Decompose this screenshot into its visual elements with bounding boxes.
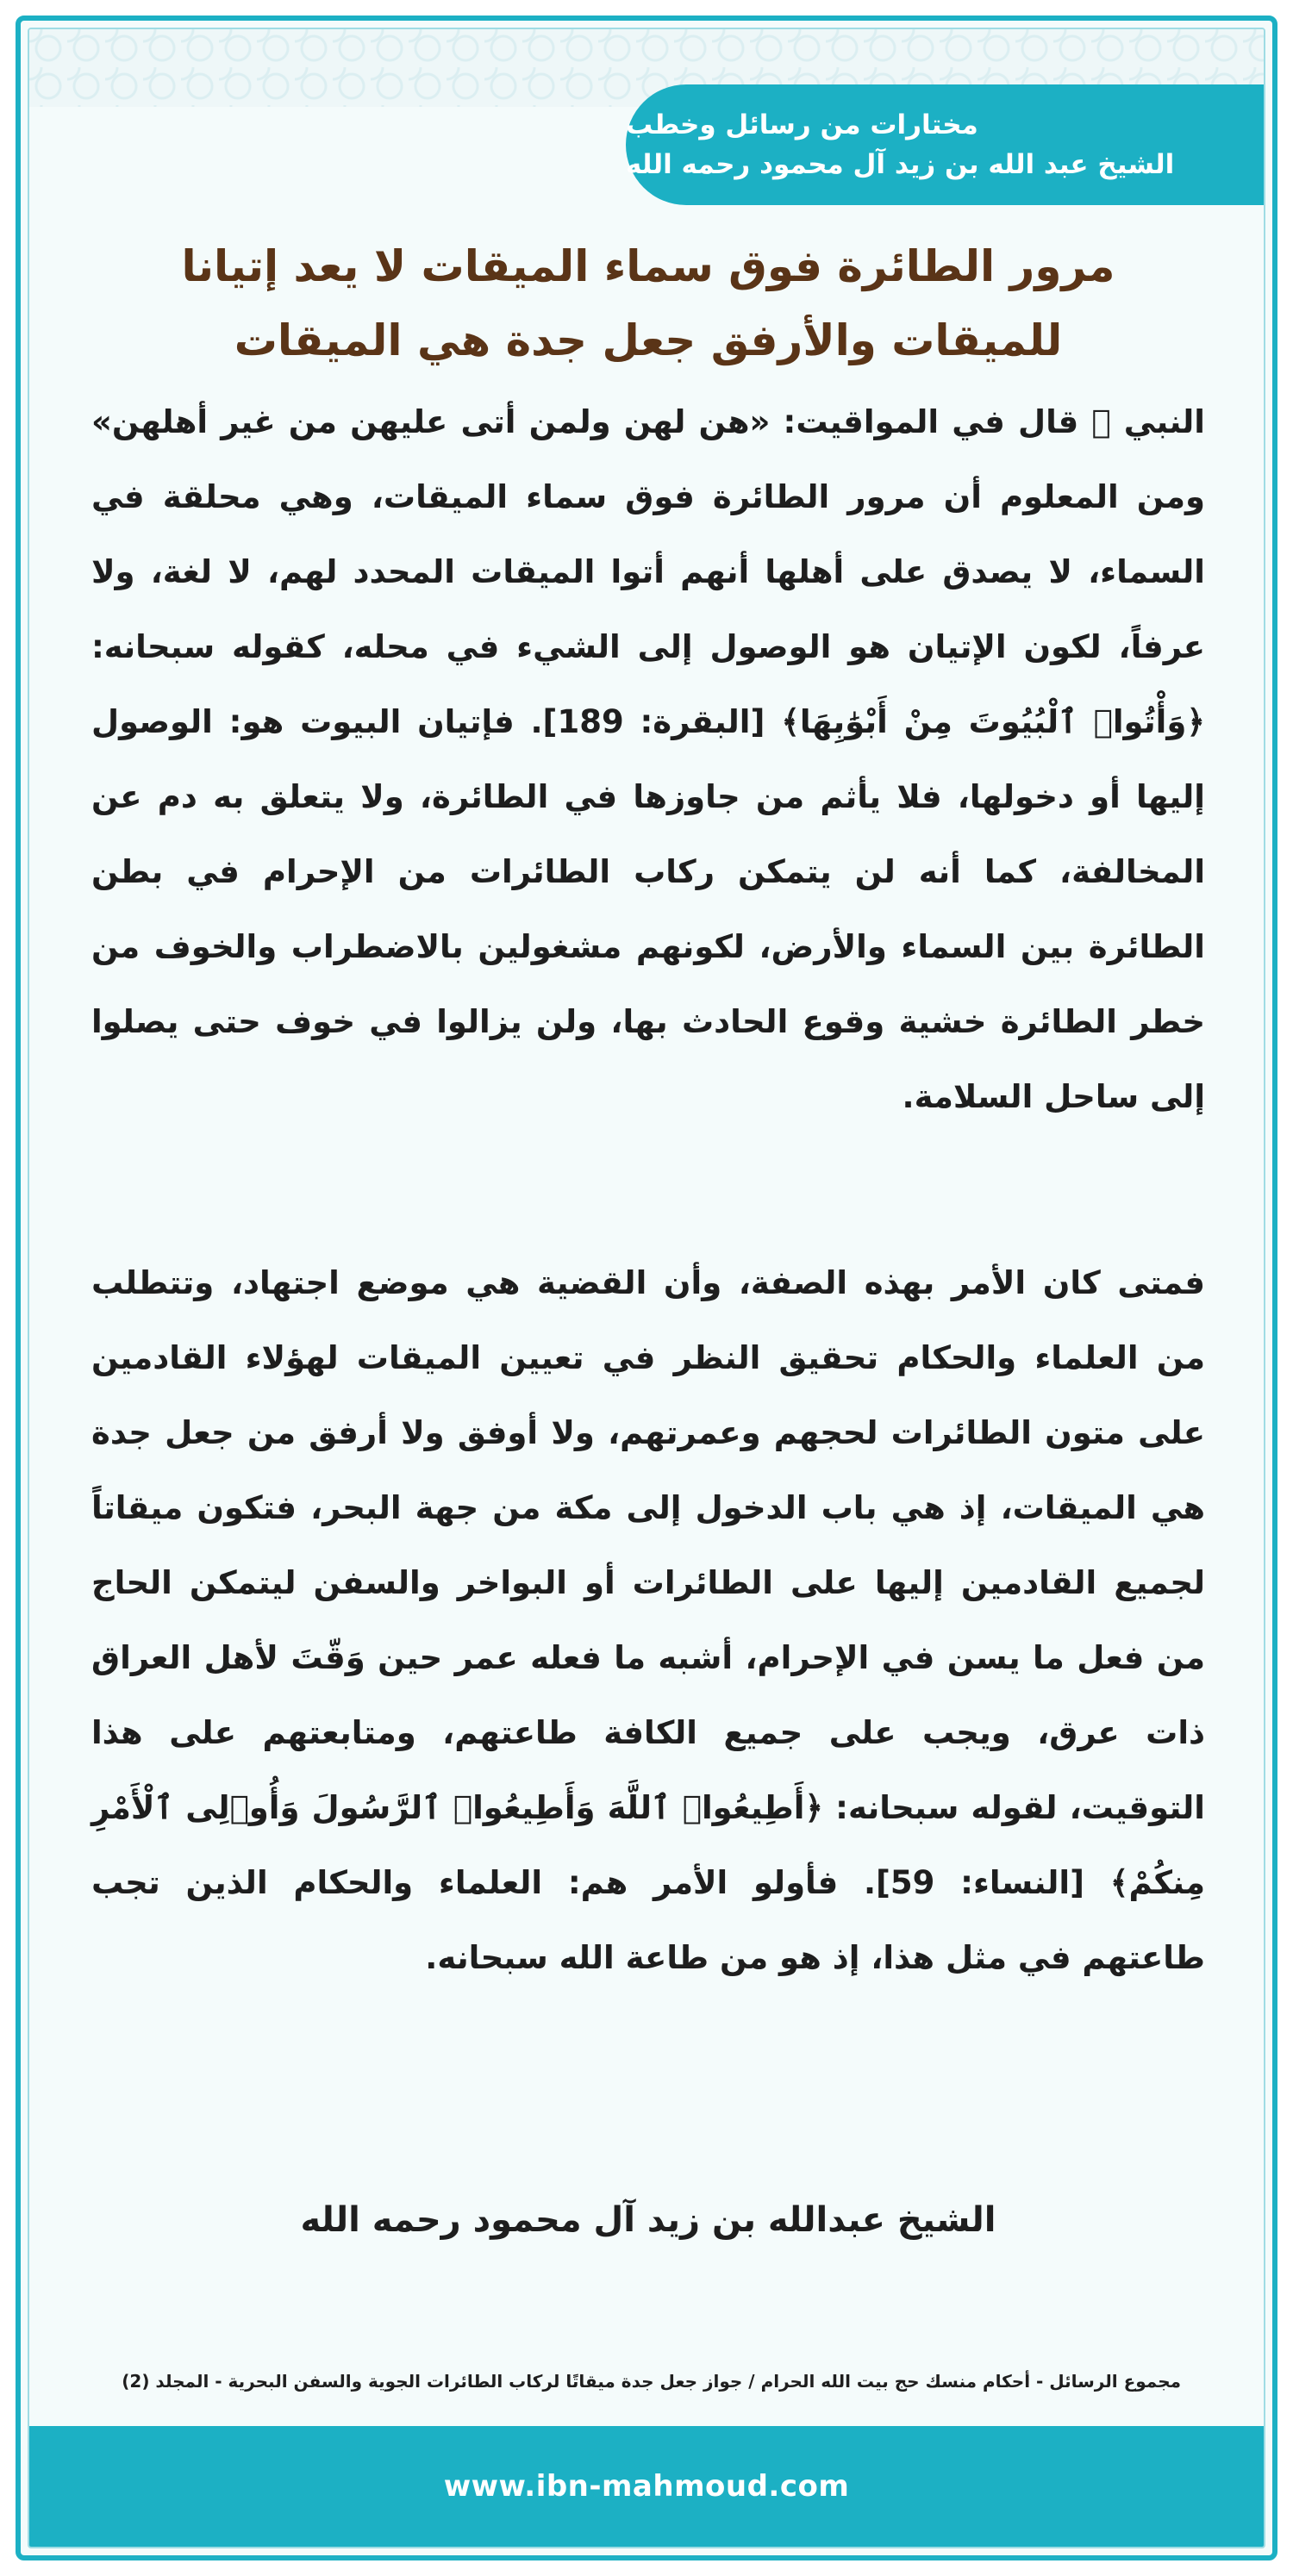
website-link[interactable]: www.ibn-mahmoud.com [443, 2469, 850, 2504]
source-citation: مجموع الرسائل - أحكام منسك حج بيت الله الحرام / جواز جعل جدة ميقاتًا لركاب الطائرات الجوية والسفن البحرية - المجلد (2) [122, 2371, 1181, 2392]
header-series-title: مختارات من رسائل وخطب [626, 109, 978, 140]
content-card [28, 28, 1265, 2548]
header-author: الشيخ عبد الله بن زيد آل محمود رحمه الله [626, 149, 1175, 180]
paragraph-2: فمتى كان الأمر بهذه الصفة، وأن القضية هي موضع اجتهاد، وتتطلب من العلماء والحكام تحقيق النظر في تعيين الميقات لهؤلاء القادمين على متون الطائرات لحجهم وعمرتهم، ولا أوفق ولا أرفق من جعل جدة هي الميقات، إذ هي باب الدخول إلى مكة من جهة البحر، فتكون ميقاتاً لجميع القادمين إليها على الطائرات أو البواخر والسفن ليتمكن الحاج من فعل ما يسن في الإحرام، أشبه ما فعله عمر حين وَقّتَ لأهل العراق ذات عرق، ويجب على جميع الكافة طاعتهم، ومتابعتهم على هذا التوقيت، لقوله سبحانه: ﴿أَطِيعُوا۟ ٱللَّهَ وَأَطِيعُوا۟ ٱلرَّسُولَ وَأُو۟لِى ٱلْأَمْرِ مِنكُمْ﴾ [النساء: 59]. فأولو الأمر هم: العلماء والحكام الذين تجب طاعتهم في مثل هذا، إذ هو من طاعة الله سبحانه. [91, 1264, 1205, 1976]
header-banner [626, 84, 1264, 205]
footer-bar [29, 2426, 1264, 2547]
title-line-2: للميقات والأرفق جعل جدة هي الميقات [234, 315, 1063, 365]
paragraph-1: النبي ﷺ قال في المواقيت: «هن لهن ولمن أتى عليهن من غير أهلهن» ومن المعلوم أن مرور الطائرة فوق سماء الميقات، وهي محلقة في السماء، لا يصدق على أهلها أنهم أتوا الميقات المحدد لهم، لا لغة، ولا عرفاً، لكون الإتيان هو الوصول إلى الشيء في محله، كقوله سبحانه: ﴿وَأْتُوا۟ ٱلْبُيُوتَ مِنْ أَبْوَٰبِهَا﴾ [البقرة: 189]. فإتيان البيوت هو: الوصول إليها أو دخولها، فلا يأثم من جاوزها في الطائرة، ولا يتعلق به دم عن المخالفة، كما أنه لن يتمكن ركاب الطائرات من الإحرام في بطن الطائرة بين السماء والأرض، لكونهم مشغولين بالاضطراب والخوف من خطر الطائرة خشية وقوع الحادث بها، ولن يزالوا في خوف حتى يصلوا إلى ساحل السلامة. [91, 403, 1205, 1115]
author-signature: الشيخ عبدالله بن زيد آل محمود رحمه الله [300, 2200, 996, 2240]
article-title [90, 229, 1207, 377]
title-line-1: مرور الطائرة فوق سماء الميقات لا يعد إتيانا [181, 241, 1115, 291]
